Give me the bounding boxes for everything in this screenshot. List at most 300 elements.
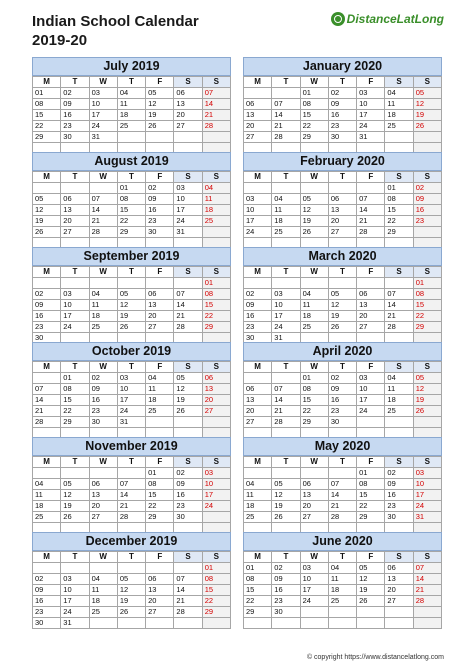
day-cell [89, 563, 117, 574]
week-row [33, 417, 231, 428]
day-cell: 25 [385, 406, 413, 417]
day-cell: 22 [61, 406, 89, 417]
week-row [33, 289, 231, 300]
day-cell: 09 [33, 585, 61, 596]
day-cell: 14 [33, 395, 61, 406]
day-cell [174, 563, 202, 574]
day-cell: 21 [174, 311, 202, 322]
weekday-header: M [33, 552, 61, 563]
month-grid [32, 456, 231, 534]
weekday-header-row [244, 172, 442, 183]
day-cell: 23 [61, 121, 89, 132]
day-cell: 11 [117, 99, 145, 110]
day-cell [272, 468, 300, 479]
week-row [33, 384, 231, 395]
day-cell [385, 417, 413, 428]
day-cell: 12 [146, 99, 174, 110]
sunday-cell [413, 618, 441, 629]
week-row [33, 618, 231, 629]
day-cell: 14 [328, 490, 356, 501]
day-cell: 03 [174, 183, 202, 194]
day-cell [272, 183, 300, 194]
day-cell [174, 618, 202, 629]
day-cell: 22 [357, 501, 385, 512]
day-cell: 01 [357, 468, 385, 479]
day-cell: 25 [117, 121, 145, 132]
day-cell: 03 [61, 289, 89, 300]
week-row [33, 322, 231, 333]
day-cell: 26 [272, 512, 300, 523]
sunday-cell: 08 [202, 289, 230, 300]
weekday-header: T [117, 172, 145, 183]
day-cell: 05 [272, 479, 300, 490]
day-cell [117, 278, 145, 289]
weekday-header: S [385, 362, 413, 373]
day-cell [146, 417, 174, 428]
sunday-cell [413, 227, 441, 238]
day-cell: 14 [272, 110, 300, 121]
sunday-cell: 20 [202, 395, 230, 406]
day-cell: 16 [174, 490, 202, 501]
day-cell: 13 [89, 490, 117, 501]
sunday-cell: 26 [413, 121, 441, 132]
week-row [33, 563, 231, 574]
weekday-header: S [202, 362, 230, 373]
day-cell: 03 [357, 373, 385, 384]
sunday-cell [202, 618, 230, 629]
day-cell: 12 [357, 574, 385, 585]
day-cell: 10 [244, 205, 272, 216]
day-cell [146, 278, 174, 289]
day-cell [33, 563, 61, 574]
week-row [244, 607, 442, 618]
day-cell: 27 [61, 227, 89, 238]
weekday-header: M [244, 362, 272, 373]
week-row [244, 395, 442, 406]
week-row [244, 99, 442, 110]
day-cell: 21 [89, 216, 117, 227]
day-cell: 19 [146, 110, 174, 121]
day-cell: 18 [89, 311, 117, 322]
sunday-cell: 21 [413, 585, 441, 596]
weekday-header: T [328, 362, 356, 373]
day-cell: 05 [357, 563, 385, 574]
day-cell: 28 [89, 227, 117, 238]
day-cell: 19 [357, 585, 385, 596]
weekday-header: S [413, 77, 441, 88]
day-cell: 22 [300, 121, 328, 132]
weekday-header: W [300, 77, 328, 88]
day-cell: 28 [385, 322, 413, 333]
day-cell: 04 [117, 88, 145, 99]
month-grid [32, 171, 231, 249]
day-cell: 16 [272, 585, 300, 596]
day-cell: 17 [300, 585, 328, 596]
weekday-header: S [385, 267, 413, 278]
day-cell [300, 618, 328, 629]
day-cell: 01 [33, 88, 61, 99]
day-cell: 21 [357, 216, 385, 227]
day-cell: 24 [357, 121, 385, 132]
day-cell: 07 [89, 194, 117, 205]
day-cell [174, 132, 202, 143]
sunday-cell: 28 [413, 596, 441, 607]
week-row [33, 278, 231, 289]
day-cell: 25 [89, 607, 117, 618]
day-cell [300, 183, 328, 194]
sunday-cell: 08 [413, 289, 441, 300]
month-grid [243, 456, 442, 534]
day-cell: 30 [33, 618, 61, 629]
sunday-cell: 06 [202, 373, 230, 384]
day-cell: 05 [61, 479, 89, 490]
week-row [33, 607, 231, 618]
weekday-header: T [272, 77, 300, 88]
day-cell: 29 [244, 607, 272, 618]
day-cell: 13 [61, 205, 89, 216]
day-cell: 18 [272, 216, 300, 227]
day-cell: 29 [385, 227, 413, 238]
weekday-header: T [328, 457, 356, 468]
day-cell [61, 563, 89, 574]
day-cell: 20 [244, 406, 272, 417]
sunday-cell: 25 [202, 216, 230, 227]
week-row [244, 194, 442, 205]
weekday-header: S [174, 172, 202, 183]
day-cell [244, 183, 272, 194]
day-cell: 07 [174, 289, 202, 300]
day-cell: 27 [244, 417, 272, 428]
day-cell: 24 [61, 322, 89, 333]
week-row [244, 574, 442, 585]
day-cell: 09 [174, 479, 202, 490]
week-row [244, 289, 442, 300]
day-cell: 15 [33, 110, 61, 121]
sunday-cell: 01 [202, 278, 230, 289]
day-cell [244, 618, 272, 629]
day-cell: 11 [385, 384, 413, 395]
day-cell: 23 [146, 216, 174, 227]
weekday-header: M [33, 77, 61, 88]
day-cell: 25 [385, 121, 413, 132]
week-row [33, 121, 231, 132]
day-cell: 04 [328, 563, 356, 574]
day-cell: 02 [33, 289, 61, 300]
day-cell: 04 [89, 574, 117, 585]
day-cell: 17 [61, 596, 89, 607]
weekday-header: F [146, 172, 174, 183]
day-cell [300, 278, 328, 289]
day-cell: 04 [385, 373, 413, 384]
month-title: March 2020 [243, 247, 442, 266]
month-title: July 2019 [32, 57, 231, 76]
day-cell: 31 [89, 132, 117, 143]
week-row [244, 300, 442, 311]
day-cell: 23 [328, 406, 356, 417]
weekday-header: W [89, 457, 117, 468]
day-cell: 26 [357, 596, 385, 607]
day-cell: 27 [385, 596, 413, 607]
month-grid [32, 551, 231, 629]
day-cell: 04 [89, 289, 117, 300]
day-cell: 29 [357, 512, 385, 523]
day-cell: 08 [244, 574, 272, 585]
weekday-header: S [174, 552, 202, 563]
sunday-cell: 10 [413, 479, 441, 490]
weekday-header: S [413, 552, 441, 563]
month-grid [243, 551, 442, 629]
day-cell: 16 [33, 596, 61, 607]
week-row [33, 512, 231, 523]
sunday-cell: 07 [413, 563, 441, 574]
sunday-cell: 22 [413, 311, 441, 322]
day-cell: 16 [328, 110, 356, 121]
day-cell: 24 [117, 406, 145, 417]
weekday-header: M [33, 267, 61, 278]
day-cell: 09 [385, 479, 413, 490]
weekday-header: T [61, 267, 89, 278]
day-cell: 24 [272, 322, 300, 333]
day-cell: 26 [300, 227, 328, 238]
day-cell: 11 [244, 490, 272, 501]
weekday-header: F [357, 552, 385, 563]
day-cell: 01 [117, 183, 145, 194]
day-cell: 10 [174, 194, 202, 205]
day-cell: 08 [357, 479, 385, 490]
day-cell: 30 [146, 227, 174, 238]
weekday-header: S [413, 362, 441, 373]
day-cell [244, 88, 272, 99]
day-cell: 01 [385, 183, 413, 194]
day-cell: 14 [117, 490, 145, 501]
month-title: November 2019 [32, 437, 231, 456]
day-cell: 20 [300, 501, 328, 512]
week-row [244, 490, 442, 501]
sunday-cell: 22 [202, 311, 230, 322]
sunday-cell: 24 [413, 501, 441, 512]
day-cell: 21 [272, 121, 300, 132]
sunday-cell: 03 [413, 468, 441, 479]
day-cell: 23 [385, 501, 413, 512]
weekday-header: W [300, 457, 328, 468]
day-cell: 02 [328, 373, 356, 384]
day-cell: 31 [272, 333, 300, 344]
day-cell: 12 [117, 300, 145, 311]
sunday-cell: 15 [413, 300, 441, 311]
day-cell: 31 [117, 417, 145, 428]
day-cell: 10 [61, 300, 89, 311]
month-grid [243, 361, 442, 439]
day-cell: 11 [300, 300, 328, 311]
day-cell: 31 [174, 227, 202, 238]
weekday-header: F [357, 362, 385, 373]
weekday-header: F [357, 172, 385, 183]
day-cell [174, 278, 202, 289]
week-row [244, 406, 442, 417]
day-cell: 30 [328, 132, 356, 143]
day-cell: 27 [146, 322, 174, 333]
month-title: April 2020 [243, 342, 442, 361]
day-cell: 05 [174, 373, 202, 384]
day-cell: 02 [385, 468, 413, 479]
day-cell: 27 [328, 227, 356, 238]
sunday-cell [413, 417, 441, 428]
day-cell: 11 [385, 99, 413, 110]
day-cell: 21 [272, 406, 300, 417]
sunday-cell: 16 [413, 205, 441, 216]
day-cell: 03 [300, 563, 328, 574]
week-row [244, 110, 442, 121]
sunday-cell: 15 [202, 585, 230, 596]
sunday-cell: 12 [413, 99, 441, 110]
day-cell: 30 [174, 512, 202, 523]
day-cell [89, 183, 117, 194]
day-cell: 06 [89, 479, 117, 490]
day-cell: 05 [146, 88, 174, 99]
day-cell: 09 [272, 574, 300, 585]
day-cell [61, 183, 89, 194]
day-cell: 21 [328, 501, 356, 512]
day-cell: 02 [244, 289, 272, 300]
week-row [244, 479, 442, 490]
day-cell: 06 [244, 384, 272, 395]
month-calendar [243, 342, 442, 439]
sunday-cell: 29 [202, 322, 230, 333]
day-cell: 05 [33, 194, 61, 205]
day-cell: 08 [385, 194, 413, 205]
day-cell: 08 [117, 194, 145, 205]
day-cell: 18 [385, 110, 413, 121]
day-cell: 09 [33, 300, 61, 311]
day-cell: 09 [146, 194, 174, 205]
sunday-cell: 07 [202, 88, 230, 99]
day-cell: 21 [117, 501, 145, 512]
weekday-header-row [244, 552, 442, 563]
day-cell: 06 [61, 194, 89, 205]
weekday-header: S [385, 552, 413, 563]
day-cell: 14 [174, 585, 202, 596]
day-cell: 05 [117, 574, 145, 585]
day-cell: 18 [117, 110, 145, 121]
day-cell [328, 183, 356, 194]
weekday-header: T [61, 77, 89, 88]
month-calendar [32, 342, 231, 439]
weekday-header: S [385, 172, 413, 183]
day-cell: 01 [300, 373, 328, 384]
day-cell: 03 [272, 289, 300, 300]
weekday-header-row [244, 267, 442, 278]
day-cell: 29 [117, 227, 145, 238]
day-cell: 05 [300, 194, 328, 205]
day-cell: 25 [33, 512, 61, 523]
week-row [244, 468, 442, 479]
week-row [244, 227, 442, 238]
copyright-footer: © copyright https://www.distancelatlong.com [306, 654, 444, 661]
day-cell: 11 [146, 384, 174, 395]
month-calendar [243, 247, 442, 344]
day-cell [357, 607, 385, 618]
sunday-cell: 14 [413, 574, 441, 585]
sunday-cell: 03 [202, 468, 230, 479]
day-cell: 25 [328, 596, 356, 607]
day-cell: 16 [61, 110, 89, 121]
day-cell [117, 132, 145, 143]
weekday-header: T [328, 267, 356, 278]
sunday-cell: 13 [202, 384, 230, 395]
day-cell [272, 278, 300, 289]
week-row [33, 395, 231, 406]
weekday-header: T [272, 172, 300, 183]
day-cell: 15 [300, 395, 328, 406]
day-cell: 11 [272, 205, 300, 216]
week-row [33, 406, 231, 417]
day-cell: 27 [357, 322, 385, 333]
day-cell: 27 [244, 132, 272, 143]
day-cell: 12 [61, 490, 89, 501]
weekday-header-row [244, 362, 442, 373]
sunday-cell: 18 [202, 205, 230, 216]
day-cell [89, 468, 117, 479]
month-title: May 2020 [243, 437, 442, 456]
week-row [33, 132, 231, 143]
weekday-header: T [117, 77, 145, 88]
day-cell: 10 [300, 574, 328, 585]
weekday-header: T [61, 552, 89, 563]
day-cell: 14 [385, 300, 413, 311]
week-row [244, 183, 442, 194]
day-cell: 07 [117, 479, 145, 490]
sunday-cell [202, 512, 230, 523]
week-row [33, 596, 231, 607]
day-cell: 28 [174, 322, 202, 333]
day-cell: 08 [33, 99, 61, 110]
day-cell: 22 [33, 121, 61, 132]
day-cell: 20 [244, 121, 272, 132]
month-grid [32, 76, 231, 154]
week-row [244, 88, 442, 99]
day-cell: 03 [117, 373, 145, 384]
week-row [244, 512, 442, 523]
day-cell [300, 468, 328, 479]
weekday-header: S [202, 77, 230, 88]
day-cell: 12 [328, 300, 356, 311]
day-cell: 24 [357, 406, 385, 417]
weekday-header: M [244, 457, 272, 468]
day-cell: 06 [385, 563, 413, 574]
day-cell: 04 [33, 479, 61, 490]
sunday-cell: 15 [202, 300, 230, 311]
day-cell: 06 [300, 479, 328, 490]
day-cell: 15 [244, 585, 272, 596]
day-cell: 13 [244, 110, 272, 121]
day-cell: 13 [244, 395, 272, 406]
day-cell: 26 [146, 121, 174, 132]
weekday-header: T [272, 552, 300, 563]
day-cell: 13 [328, 205, 356, 216]
week-row [244, 311, 442, 322]
day-cell: 17 [89, 110, 117, 121]
day-cell: 19 [61, 501, 89, 512]
week-row [33, 216, 231, 227]
day-cell: 18 [146, 395, 174, 406]
weekday-header: T [272, 362, 300, 373]
day-cell: 18 [244, 501, 272, 512]
day-cell: 04 [146, 373, 174, 384]
day-cell: 15 [300, 110, 328, 121]
day-cell: 28 [272, 417, 300, 428]
logo-text: DistanceLatLong [346, 12, 444, 26]
week-row [244, 417, 442, 428]
